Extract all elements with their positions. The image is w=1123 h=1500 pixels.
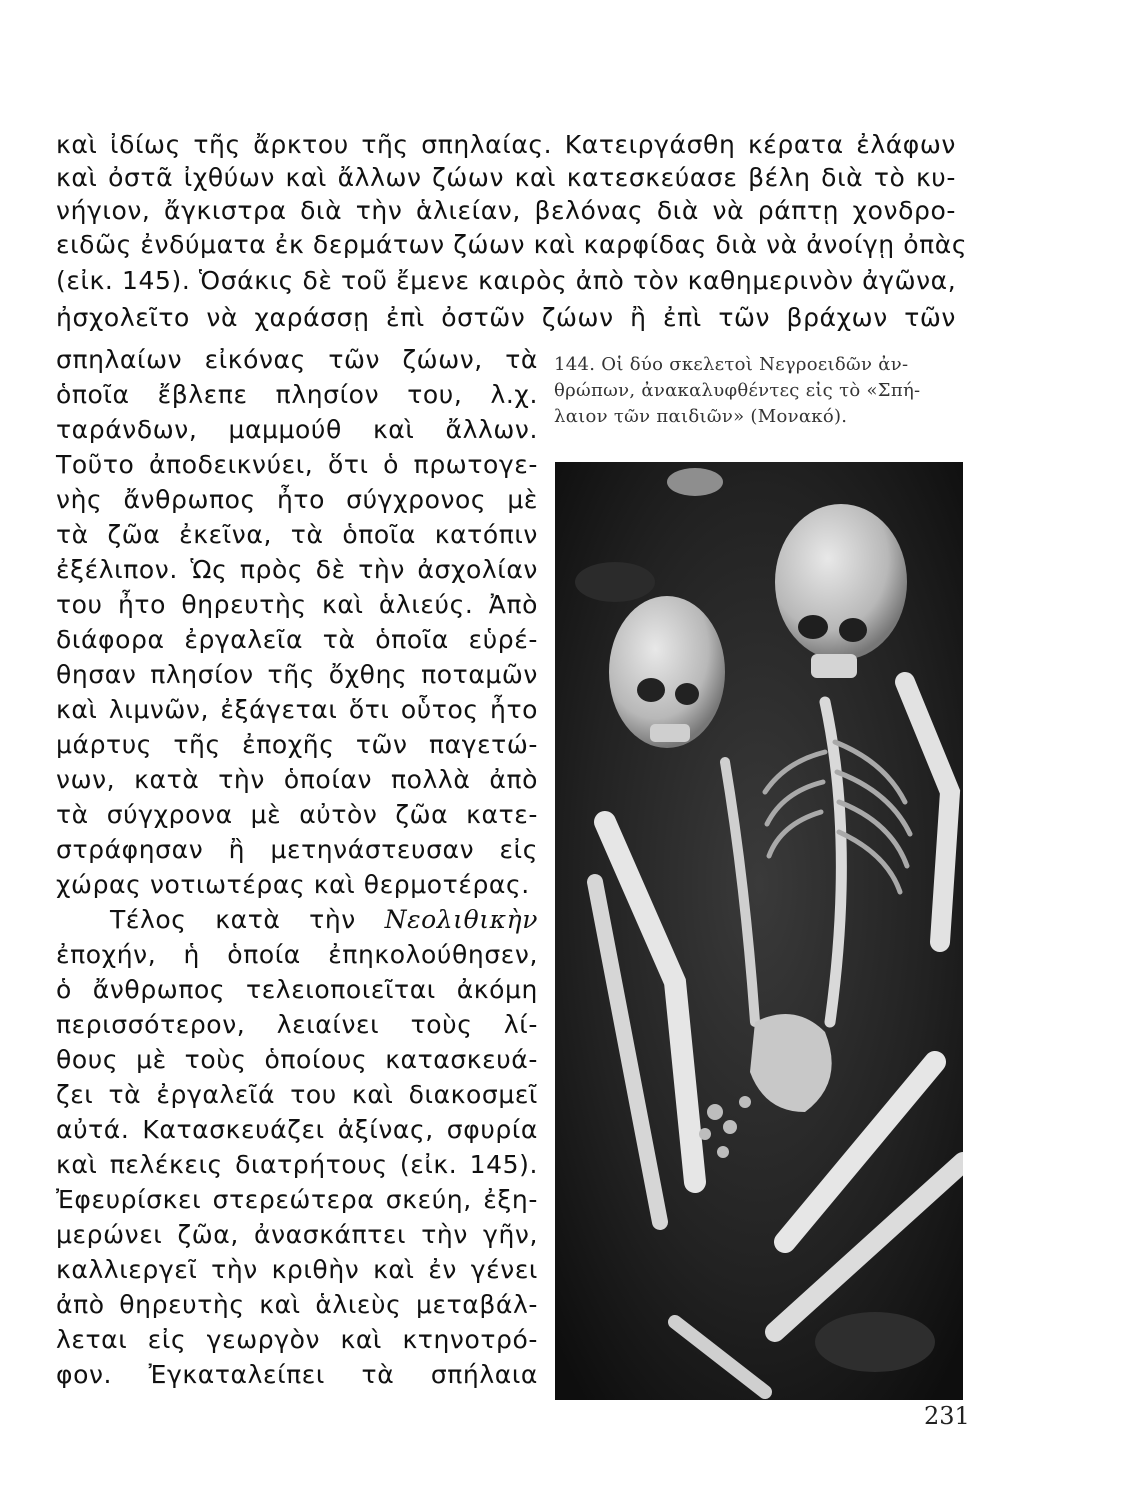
- body-line: νήγιον, ἄγκιστρα διὰ τὴν ἁλιείαν, βελόνας διὰ νὰ ράπτῃ χονδρο-: [56, 196, 956, 225]
- neolithic-term: Νεολιθικὴν: [384, 905, 539, 934]
- column-line: στράφησαν ἢ μετηνάστευσαν εἰς: [56, 835, 538, 864]
- caption-line: θρώπων, ἀνακαλυφθέντες εἰς τὸ «Σπή-: [554, 380, 921, 401]
- column-line: ἐποχήν, ἡ ὁποία ἐπηκολούθησεν,: [56, 940, 538, 969]
- column-line: αὐτά. Κατασκευάζει ἀξίνας, σφυρία: [56, 1115, 538, 1144]
- column-line: καλλιεργεῖ τὴν κριθὴν καὶ ἐν γένει: [56, 1255, 538, 1284]
- column-line: περισσότερον, λειαίνει τοὺς λί-: [56, 1010, 538, 1039]
- body-line: ἠσχολεῖτο νὰ χαράσσῃ ἐπὶ ὀστῶν ζώων ἢ ἐπὶ τῶν βράχων τῶν: [56, 303, 956, 332]
- column-line: τὰ ζῶα ἐκεῖνα, τὰ ὁποῖα κατόπιν: [56, 520, 538, 549]
- column-line: ζει τὰ ἐργαλεῖά του καὶ διακοσμεῖ: [56, 1080, 538, 1109]
- body-line: ειδῶς ἐνδύματα ἐκ δερμάτων ζώων καὶ καρφίδας διὰ νὰ ἀνοίγῃ ὀπὰς: [56, 230, 968, 259]
- figure-caption: [554, 352, 921, 430]
- column-line: μάρτυς τῆς ἐποχῆς τῶν παγετώ-: [56, 730, 538, 759]
- body-line: (εἰκ. 145). Ὁσάκις δὲ τοῦ ἔμενε καιρὸς ἀπὸ τὸν καθημερινὸν ἀγῶνα,: [56, 266, 957, 295]
- skeletons-photo: [555, 462, 963, 1400]
- column-line: φον. Ἐγκαταλείπει τὰ σπήλαια: [56, 1360, 538, 1389]
- body-line: καὶ ὀστᾶ ἰχθύων καὶ ἄλλων ζώων καὶ κατεσκεύασε βέλη διὰ τὸ κυ-: [56, 163, 956, 192]
- column-line: καὶ λιμνῶν, ἐξάγεται ὅτι οὗτος ἦτο: [56, 695, 538, 724]
- column-line: του ἦτο θηρευτὴς καὶ ἁλιεύς. Ἀπὸ: [56, 590, 538, 619]
- column-line: ἐξέλιπον. Ὡς πρὸς δὲ τὴν ἀσχολίαν: [56, 555, 538, 584]
- column-line: Τοῦτο ἀποδεικνύει, ὅτι ὁ πρωτογε-: [56, 450, 538, 479]
- column-line: ὁποῖα ἔβλεπε πλησίον του, λ.χ.: [56, 380, 538, 409]
- caption-line: λαιον τῶν παιδιῶν» (Μονακό).: [554, 406, 848, 427]
- column-line: λεται εἰς γεωργὸν καὶ κτηνοτρό-: [56, 1325, 538, 1354]
- column-line: σπηλαίων εἰκόνας τῶν ζώων, τὰ: [56, 345, 538, 374]
- paragraph-first-prefix: Τέλος κατὰ τὴν: [110, 905, 356, 934]
- column-line: ὁ ἄνθρωπος τελειοποιεῖται ἀκόμη: [56, 975, 538, 1004]
- column-line: τὰ σύγχρονα μὲ αὐτὸν ζῶα κατε-: [56, 800, 538, 829]
- paragraph-first-line: [110, 905, 538, 935]
- column-line: ἀπὸ θηρευτὴς καὶ ἁλιεὺς μεταβάλ-: [56, 1290, 538, 1319]
- column-line: θους μὲ τοὺς ὁποίους κατασκευά-: [56, 1045, 538, 1074]
- page-number: 231: [924, 1402, 970, 1430]
- column-line: μερώνει ζῶα, ἀνασκάπτει τὴν γῆν,: [56, 1220, 538, 1249]
- caption-line: 144. Οἱ δύο σκελετοὶ Νεγροειδῶν ἀν-: [554, 354, 909, 375]
- column-line: ταράνδων, μαμμούθ καὶ ἄλλων.: [56, 415, 538, 444]
- column-line: διάφορα ἐργαλεῖα τὰ ὁποῖα εὑρέ-: [56, 625, 538, 654]
- column-line: χώρας νοτιωτέρας καὶ θερμοτέρας.: [56, 870, 530, 899]
- body-line: καὶ ἰδίως τῆς ἄρκτου τῆς σπηλαίας. Κατειργάσθη κέρατα ἐλάφων: [56, 130, 956, 159]
- column-line: Ἐφευρίσκει στερεώτερα σκεύη, ἐξη-: [56, 1185, 538, 1214]
- column-line: νὴς ἄνθρωπος ἦτο σύγχρονος μὲ: [56, 485, 538, 514]
- column-line: νων, κατὰ τὴν ὁποίαν πολλὰ ἀπὸ: [56, 765, 538, 794]
- column-line: θησαν πλησίον τῆς ὄχθης ποταμῶν: [56, 660, 538, 689]
- skeletons-illustration: [555, 462, 963, 1400]
- column-line: καὶ πελέκεις διατρήτους (εἰκ. 145).: [56, 1150, 538, 1179]
